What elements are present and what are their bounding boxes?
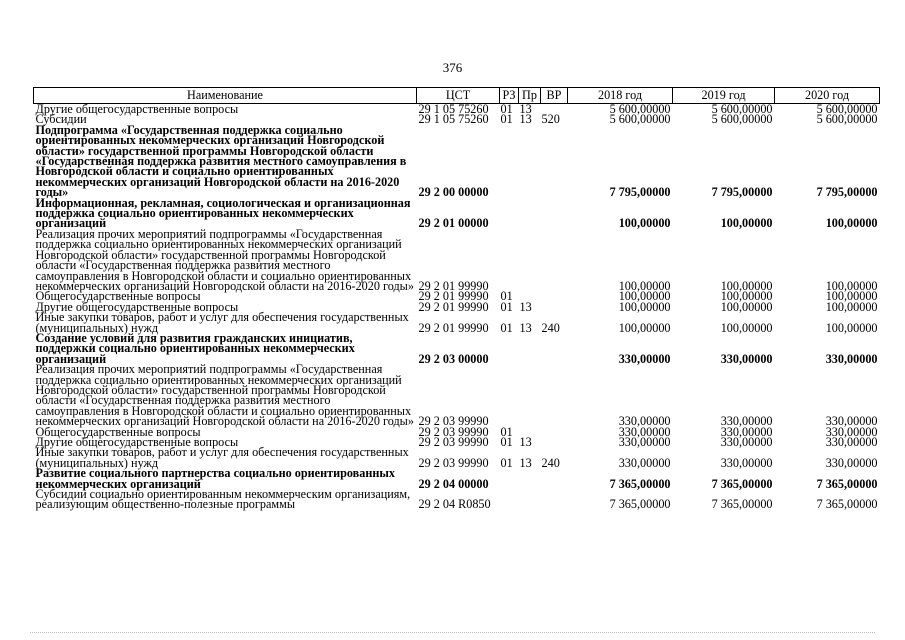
row-value-2018: 330,00000 [618,455,671,470]
row-pr: 13 [519,299,532,314]
row-pr: 13 [519,102,532,116]
row-name: Иные закупки товаров, работ и услуг для обеспечения государственных (муниципальных) нужд [35,445,409,470]
row-cst: 29 1 05 75260 [418,102,489,116]
row-name: Другие общегосударственные вопросы [35,299,239,314]
row-pr: 13 [519,455,532,470]
row-value-2019: 330,00000 [720,435,773,449]
header-2020: 2020 год [775,88,880,104]
row-cst: 29 2 03 99990 [418,455,489,470]
row-rz: 01 [500,102,513,116]
row-vr: 240 [541,320,560,335]
row-name: Общегосударственные вопросы [35,289,201,304]
row-value-2019: 100,00000 [720,320,773,335]
row-value-2019: 100,00000 [720,299,773,314]
header-vr: ВР [541,88,568,104]
row-name: Общегосударственные вопросы [35,424,201,439]
row-value-2020: 330,00000 [825,435,878,449]
row-cst: 29 2 03 99990 [418,435,489,449]
row-vr [541,437,568,447]
row-cst: 29 2 01 99990 [418,289,489,304]
row-rz: 01 [500,424,513,439]
row-name: Субсидии [35,112,87,127]
table-row [34,489,880,510]
row-value-2020: 100,00000 [825,320,878,335]
row-value-2019: 5 600,00000 [711,112,773,127]
row-value-2018: 100,00000 [618,299,671,314]
row-value-2020: 7 365,00000 [816,476,878,491]
row-value-2020: 5 600,00000 [816,102,878,116]
table-body [34,104,880,510]
row-vr [541,291,568,301]
row-name: Развитие социального партнерства социально ориентированных некоммерческих организаций [35,466,395,491]
row-value-2019: 330,00000 [720,414,773,429]
row-rz: 01 [500,320,513,335]
page-edge-divider [30,632,875,635]
table-row [34,364,880,426]
row-rz: 01 [500,112,513,127]
row-name: Информационная, рекламная, социологическая и организационная поддержка социально ориентированных некоммерческих организаций [35,195,411,231]
row-rz [500,364,519,426]
row-cst: 29 2 03 99990 [418,414,489,429]
row-pr [519,198,541,229]
row-cst: 29 2 04 R0850 [418,497,491,512]
row-value-2020: 5 600,00000 [816,112,878,127]
row-value-2019: 100,00000 [720,216,773,231]
row-value-2018: 7 365,00000 [609,497,671,512]
row-cst: 29 2 01 99990 [418,320,489,335]
row-value-2018: 100,00000 [618,289,671,304]
row-value-2019: 5 600,00000 [711,102,773,116]
row-vr [541,489,568,510]
header-pr: Пр [519,88,541,104]
row-name: Реализация прочих мероприятий подпрограммы «Государственная поддержка социально ориентированных некоммерческих организаций Новгородской области» государственной программы Новгородской области «Государственная поддержка развития местного самоуправления в Новгородской области и социально ориентированных некоммерческих организаций Новгородской области на 2016-2020 годы» [35,226,414,293]
row-rz [500,125,519,198]
row-value-2018: 7 795,00000 [609,185,671,200]
row-name: Другие общегосударственные вопросы [35,435,239,449]
row-value-2020: 100,00000 [825,216,878,231]
row-vr [541,427,568,437]
row-value-2020: 330,00000 [825,455,878,470]
row-value-2018: 5 600,00000 [609,102,671,116]
row-value-2018: 330,00000 [618,414,671,429]
row-vr [541,468,568,489]
row-cst: 29 2 00 00000 [418,185,489,200]
row-cst: 29 2 04 00000 [418,476,489,491]
header-name: Наименование [34,88,417,104]
row-name: Другие общегосударственные вопросы [35,102,239,116]
row-name: Создание условий для развития гражданских инициатив, поддержки социально ориентированных некоммерческих организаций [35,330,355,366]
row-value-2018: 7 365,00000 [609,476,671,491]
row-vr [541,198,568,229]
header-2019: 2019 год [673,88,775,104]
row-value-2019: 330,00000 [720,351,773,366]
row-value-2018: 100,00000 [618,216,671,231]
budget-table [33,87,880,510]
table-row [34,468,880,489]
row-vr [541,229,568,291]
row-value-2020: 100,00000 [825,289,878,304]
row-value-2019: 330,00000 [720,424,773,439]
row-value-2018: 330,00000 [618,351,671,366]
row-value-2020: 100,00000 [825,278,878,293]
row-pr [519,333,541,364]
row-value-2019: 7 365,00000 [711,497,773,512]
table-row [34,229,880,291]
row-cst: 29 2 01 00000 [418,216,489,231]
row-pr: 13 [519,112,532,127]
row-value-2020: 330,00000 [825,424,878,439]
row-vr [541,333,568,364]
table-row [34,333,880,364]
row-rz [500,468,519,489]
row-value-2019: 7 365,00000 [711,476,773,491]
header-cst: ЦСТ [417,88,500,104]
row-value-2020: 7 795,00000 [816,185,878,200]
row-vr [541,302,568,312]
row-pr [519,468,541,489]
row-vr [541,364,568,426]
row-rz: 01 [500,455,513,470]
row-cst: 29 2 03 00000 [418,351,489,366]
row-value-2020: 330,00000 [825,414,878,429]
row-name: Иные закупки товаров, работ и услуг для обеспечения государственных (муниципальных) нужд [35,310,409,335]
table-row [34,198,880,229]
row-value-2019: 7 795,00000 [711,185,773,200]
header-rz: РЗ [500,88,519,104]
row-value-2018: 5 600,00000 [609,112,671,127]
row-value-2020: 7 365,00000 [816,497,878,512]
row-pr [519,125,541,198]
row-vr: 240 [541,455,560,470]
row-name: Подпрограмма «Государственная поддержка социально ориентированных некоммерческих организаций Новгородской области» государственной программы Новгородской области «Государственная поддержка развития местного самоуправления в Новгородской области и социально ориентированных некоммерческих организаций Новгородской области на 2016-2020 годы» [35,122,407,200]
row-value-2018: 330,00000 [618,424,671,439]
row-value-2018: 100,00000 [618,320,671,335]
row-cst: 29 1 05 75260 [418,112,489,127]
table-row [34,125,880,198]
row-cst: 29 2 01 99990 [418,278,489,293]
row-pr: 13 [519,320,532,335]
row-name: Субсидии социально ориентированным некоммерческим организациям, реализующим общественно-полезные программы [35,487,411,512]
table-row [34,312,880,333]
table-row [34,447,880,468]
row-rz [500,489,519,510]
row-pr: 13 [519,435,532,449]
row-value-2020: 100,00000 [825,299,878,314]
row-vr [541,125,568,198]
row-pr [519,489,541,510]
row-rz: 01 [500,289,513,304]
row-pr [519,229,541,291]
row-pr [519,364,541,426]
row-rz [500,333,519,364]
row-rz: 01 [500,435,513,449]
row-value-2019: 100,00000 [720,289,773,304]
row-cst: 29 2 01 99990 [418,299,489,314]
row-value-2020: 330,00000 [825,351,878,366]
row-vr: 520 [541,112,560,127]
row-rz [500,198,519,229]
row-rz: 01 [500,299,513,314]
row-name: Реализация прочих мероприятий подпрограммы «Государственная поддержка социально ориентированных некоммерческих организаций Новгородской области» государственной программы Новгородской области «Государственная поддержка развития местного самоуправления в Новгородской области и социально ориентированных некоммерческих организаций Новгородской области на 2016-2020 годы» [35,362,414,429]
row-value-2018: 330,00000 [618,435,671,449]
row-value-2019: 330,00000 [720,455,773,470]
header-2018: 2018 год [568,88,673,104]
row-rz [500,229,519,291]
row-value-2019: 100,00000 [720,278,773,293]
row-value-2018: 100,00000 [618,278,671,293]
page-number: 376 [442,60,463,75]
row-cst: 29 2 03 99990 [418,424,489,439]
